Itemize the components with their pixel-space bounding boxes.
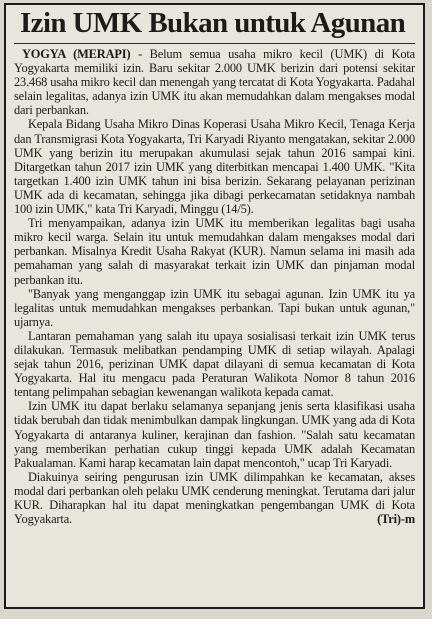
newspaper-clipping	[4, 3, 425, 609]
headline-rule	[14, 43, 415, 44]
paragraph: Tri menyampaikan, adanya izin UMK itu memberikan legalitas bagi usaha mikro kecil warga. Selain itu untuk memudahkan dalam mengakses modal dari perbankan. Misalnya Kredit Usaha Rakyat (KUR). Namun selama ini masih ada pemahaman yang salah di masyarakat terkait izin UMK dan pinjaman modal perbankan itu.	[14, 216, 415, 287]
article-headline: Izin UMK Bukan untuk Agunan	[20, 7, 406, 39]
author-credit: (Tri)-m	[377, 512, 415, 527]
lead-paragraph	[14, 47, 415, 117]
dateline: YOGYA (MERAPI)	[22, 47, 131, 61]
lead-text: - Belum semua usaha mikro kecil (UMK) di Kota Yogyakarta memiliki izin. Baru sekitar 2.000 UMK berizin dari potensi sekitar 23.468 usaha mikro kecil dan menengah yang tercatat di Kota Yogyakarta. Padahal selain legalitas, adanya izin UMK itu akan memudahkan dalam mengakses modal dari perbankan.	[14, 47, 416, 118]
paragraph-text: Diakuinya seiring pengurusan izin UMK dilimpahkan ke kecamatan, akses modal dari perbankan oleh pelaku UMK cenderung meningkat. Terutama dari jalur KUR. Diharapkan hal itu dapat meningkatkan pengembangan UMK di Kota Yogyakarta.	[14, 469, 415, 527]
paragraph: "Banyak yang menganggap izin UMK itu sebagai agunan. Izin UMK itu ya legalitas untuk memudahkan mengakses perbankan. Tapi bukan untuk agunan," ujarnya.	[14, 286, 415, 329]
last-paragraph	[14, 470, 415, 526]
paragraph: Izin UMK itu dapat berlaku selamanya sepanjang jenis serta klasifikasi usaha tidak berubah dan tidak menimbulkan dampak lingkungan. UMK yang ada di Kota Yogyakarta di antaranya kuliner, kerajinan dan fashion. "Salah satu kecamatan yang memberikan perhatian cukup tinggi kepada UMK adalah Kecamatan Pakualaman. Kami harap kecamatan lain dapat mencontoh," ucap Tri Karyadi.	[14, 399, 415, 470]
paragraph: Lantaran pemahaman yang salah itu upaya sosialisasi terkait izin UMK terus dilakukan. Termasuk melibatkan pendamping UMK di setiap wilayah. Apalagi sejak tahun 2016, perizinan UMK dapat dilayani di semua kecamatan di Kota Yogyakarta. Hal itu mengacu pada Peraturan Walikota Nomor 8 tahun 2016 tentang pelimpahan sebagian kewenangan walikota kepada camat.	[14, 328, 415, 400]
paragraph: Kepala Bidang Usaha Mikro Dinas Koperasi Usaha Mikro Kecil, Tenaga Kerja dan Transmigrasi Kota Yogyakarta, Tri Karyadi Riyanto mengatakan, sekitar 2.000 UMK yang berizin itu merupakan akumulasi sejak tahun 2016 sampai kini. Ditargetkan tahun 2017 izin UMK yang diterbitkan mencapai 1.400 UMK. "Kita targetkan 1.400 izin UMK tahun ini bisa berizin. Sekarang pelayanan perizinan UMK ada di kecamatan, sehingga jika dibagi perkecamatan setidaknya nambah 100 izin UMK," kata Tri Karyadi, Minggu (14/5).	[14, 117, 415, 217]
article-body	[14, 47, 415, 526]
